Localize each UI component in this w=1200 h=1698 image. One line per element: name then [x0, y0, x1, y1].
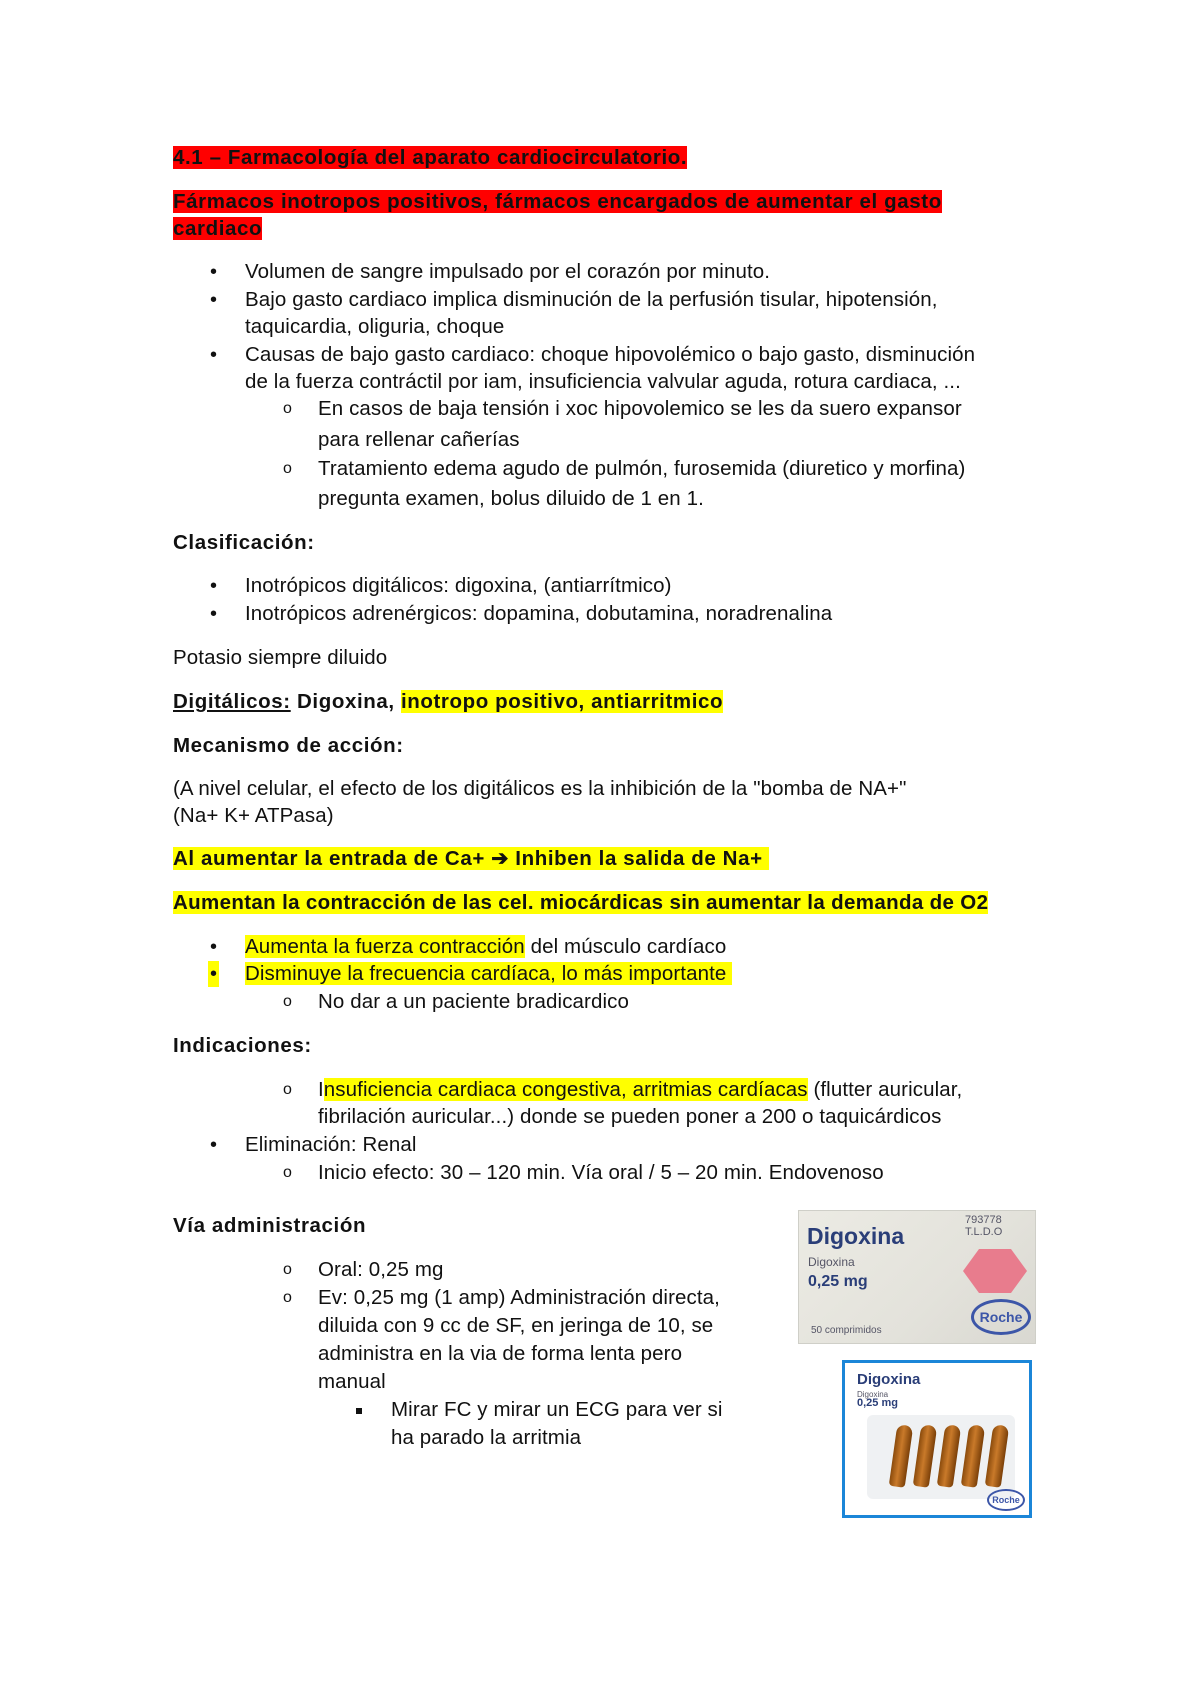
mecanismo-title: Mecanismo de acción:: [173, 734, 404, 757]
bullet-icon: •: [210, 936, 218, 958]
via-ev-line-4: manual: [318, 1370, 386, 1393]
bullet-icon: •: [210, 344, 218, 366]
efecto-2-highlight: Disminuye la frecuencia cardíaca, lo más importante: [245, 962, 733, 985]
intro-sub-1-line-1: En casos de baja tensión i xoc hipovolemico se les da suero expansor: [318, 397, 962, 420]
subheading-text-2: cardiaco: [173, 217, 263, 240]
via-ev-line-1: Ev: 0,25 mg (1 amp) Administración directa,: [318, 1286, 720, 1309]
digitalicos-name: Digoxina,: [290, 690, 401, 713]
contraccion-line: [173, 890, 988, 916]
intro-bullet-2-line-2: taquicardia, oliguria, choque: [245, 315, 505, 338]
clasificacion-title: Clasificación:: [173, 531, 315, 554]
indicaciones-rest: (flutter auricular,: [807, 1078, 963, 1101]
via-ev-line-3: administra en la via de forma lenta pero: [318, 1342, 683, 1365]
box-count: 50 comprimidos: [811, 1325, 882, 1336]
sub-bullet-icon: o: [283, 1289, 292, 1306]
digoxina-tablet-box-image: [798, 1210, 1036, 1344]
box-code: 793778 T.L.D.O: [965, 1214, 1003, 1238]
roche-logo: [987, 1489, 1025, 1511]
via-sub-line-2: ha parado la arritmia: [391, 1426, 582, 1449]
box-maker: Roche: [979, 1309, 1023, 1325]
indicaciones-first-letter: I: [318, 1078, 324, 1101]
efecto-2: [245, 961, 732, 987]
ampoule-generic: Digoxina: [857, 1390, 889, 1399]
intro-sub-1-line-2: para rellenar cañerías: [318, 428, 520, 451]
ampoule-dose: 0,25 mg: [857, 1397, 898, 1409]
roche-logo: [971, 1299, 1031, 1335]
via-oral: Oral: 0,25 mg: [318, 1258, 444, 1281]
subheading-text-1: Fármacos inotropos positivos, fármacos encargados de aumentar el gasto: [173, 190, 942, 213]
via-sub-line-1: Mirar FC y mirar un ECG para ver si: [391, 1398, 723, 1421]
digoxina-ampoule-box-image: [842, 1360, 1032, 1518]
sub-bullet-icon: o: [283, 1261, 292, 1278]
sub-bullet-icon: o: [283, 1081, 292, 1098]
indicaciones-title: Indicaciones:: [173, 1034, 312, 1057]
potasio-note: Potasio siempre diluido: [173, 646, 388, 669]
sub-bullet-icon: o: [283, 460, 292, 477]
box-dose: 0,25 mg: [808, 1273, 868, 1290]
efecto-1-highlight: Aumenta la fuerza contracción: [245, 935, 525, 958]
efecto-1: [245, 934, 726, 960]
eliminacion-line: Eliminación: Renal: [245, 1133, 417, 1156]
indicaciones-line-1: [318, 1077, 962, 1103]
intro-bullet-3-line-1: Causas de bajo gasto cardiaco: choque hipovolémico o bajo gasto, disminución: [245, 343, 976, 366]
square-bullet-icon: [356, 1408, 362, 1414]
heading-text: 4.1 – Farmacología del aparato cardiocirculatorio.: [173, 146, 688, 169]
bullet-icon: •: [210, 289, 218, 311]
sub-bullet-icon: o: [283, 993, 292, 1010]
efecto-1-rest: del músculo cardíaco: [524, 935, 727, 958]
section-heading: [173, 145, 687, 171]
sub-bullet-icon: o: [283, 400, 292, 417]
intro-bullet-1: Volumen de sangre impulsado por el corazón por minuto.: [245, 260, 771, 283]
box-generic: Digoxina: [808, 1255, 855, 1269]
sub-bullet-icon: o: [283, 1164, 292, 1181]
intro-sub-2-line-1: Tratamiento edema agudo de pulmón, furosemida (diuretico y morfina): [318, 457, 966, 480]
contraccion-text: Aumentan la contracción de las cel. miocárdicas sin aumentar la demanda de O2: [173, 891, 989, 914]
digitalicos-label: Digitálicos:: [173, 690, 291, 713]
subheading-line-1: [173, 189, 942, 215]
indicaciones-highlight: nsuficiencia cardiaca congestiva, arritmias cardíacas: [323, 1078, 808, 1101]
intro-bullet-2-line-1: Bajo gasto cardiaco implica disminución de la perfusión tisular, hipotensión,: [245, 288, 938, 311]
via-ev-line-2: diluida con 9 cc de SF, en jeringa de 10, se: [318, 1314, 714, 1337]
calcio-text-b: Inhiben la salida de Na+: [508, 847, 769, 870]
clasificacion-item-2: Inotrópicos adrenérgicos: dopamina, dobutamina, noradrenalina: [245, 602, 833, 625]
pink-hexagon-icon: [963, 1249, 1027, 1293]
calcio-text-a: Al aumentar la entrada de Ca+: [173, 847, 492, 870]
mecanismo-line-2: (Na+ K+ ATPasa): [173, 804, 334, 827]
digitalicos-highlight: inotropo positivo, antiarritmico: [400, 690, 724, 713]
clasificacion-item-1: Inotrópicos digitálicos: digoxina, (antiarrítmico): [245, 574, 672, 597]
intro-sub-2-line-2: pregunta examen, bolus diluido de 1 en 1.: [318, 487, 704, 510]
subheading-line-2: [173, 216, 262, 242]
bullet-icon: •: [210, 575, 218, 597]
intro-bullet-3-line-2: de la fuerza contráctil por iam, insuficiencia valvular aguda, rotura cardiaca, ...: [245, 370, 961, 393]
inicio-efecto-line: Inicio efecto: 30 – 120 min. Vía oral / 5 – 20 min. Endovenoso: [318, 1161, 884, 1184]
bullet-icon: •: [210, 261, 218, 283]
box-brand: Digoxina: [807, 1223, 905, 1249]
ampoule-maker: Roche: [992, 1495, 1020, 1505]
mecanismo-line-1: (A nivel celular, el efecto de los digitálicos es la inhibición de la "bomba de NA+": [173, 777, 907, 800]
efecto-sub: No dar a un paciente bradicardico: [318, 990, 629, 1013]
bullet-icon: •: [210, 603, 218, 625]
calcio-line: [173, 846, 769, 872]
via-title: Vía administración: [173, 1214, 367, 1237]
ampoule-brand: Digoxina: [857, 1371, 921, 1388]
bullet-icon: •: [210, 963, 218, 985]
indicaciones-line-2: fibrilación auricular...) donde se pueden poner a 200 o taquicárdicos: [318, 1105, 942, 1128]
bullet-icon: •: [210, 1134, 218, 1156]
arrow-right-icon: ➔: [491, 847, 509, 870]
digitalicos-line: [173, 689, 723, 715]
